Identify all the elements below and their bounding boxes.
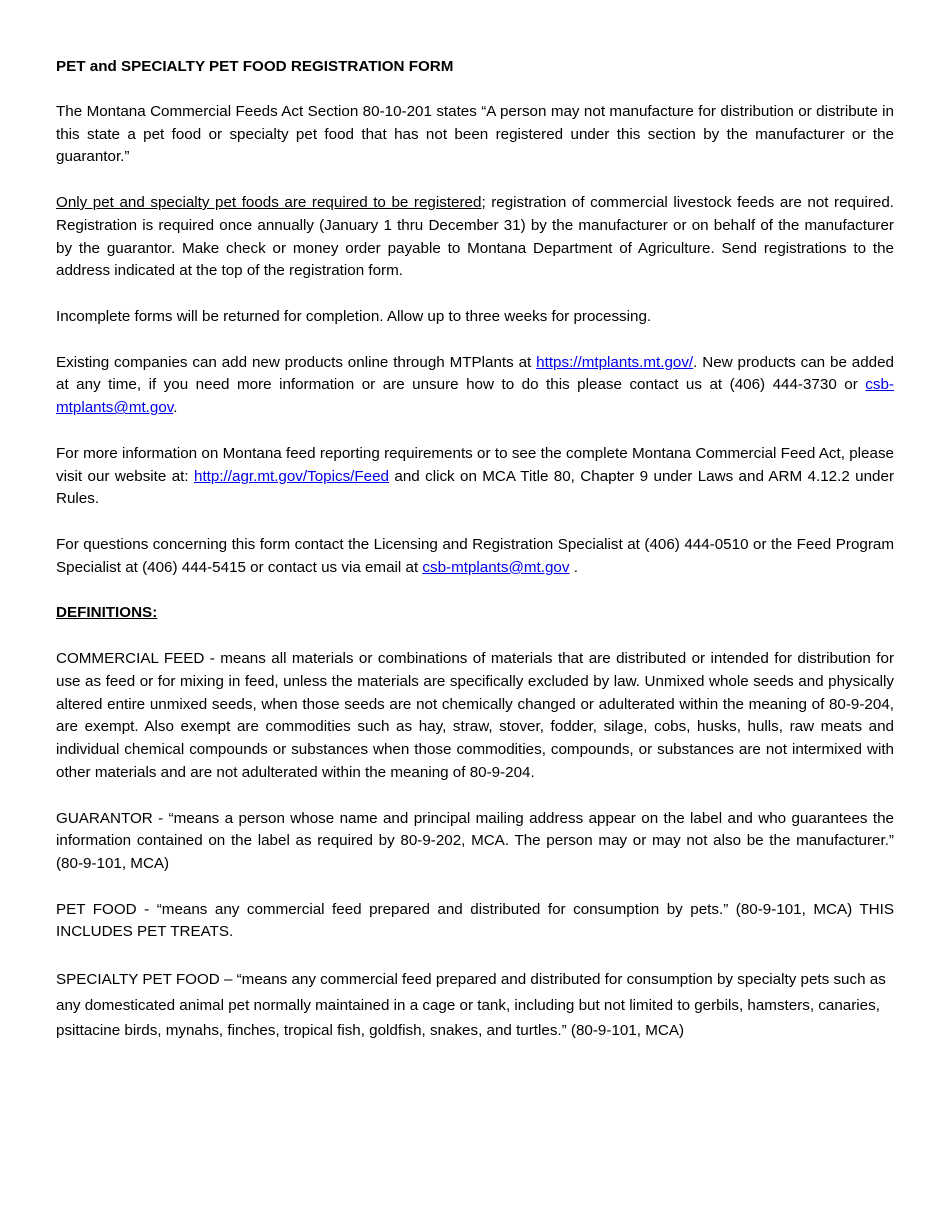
more-info-paragraph (56, 443, 894, 511)
contact-email-link[interactable]: csb-mtplants@mt.gov (56, 376, 894, 417)
mtplants-link[interactable]: https://mtplants.mt.gov/ (536, 353, 694, 371)
incomplete-forms-paragraph: Incomplete forms will be returned for completion. Allow up to three weeks for processing. (56, 307, 652, 325)
questions-text-before: For questions concerning this form contact the Licensing and Registration Specialist at (406) 444-0510 or the Feed Program Specialist at (406) 444-5415 or contact us via email at (56, 535, 894, 576)
existing-text-after: . (173, 399, 178, 417)
definition-specialty-pet-food: SPECIALTY PET FOOD – “means any commercial feed prepared and distributed for consumption by specialty pets such as any domesticated animal pet normally maintained in a cage or tank, including but not limited to gerbils, hamsters, canaries, psittacine birds, mynahs, finches, tropical fish, goldfish, snakes, and turtles.” (80-9-101, MCA) (56, 971, 886, 1040)
registration-details: ; registration of commercial livestock feeds are not required. Registration is required once annually (January 1 thru December 31) by the manufacturer or on behalf of the manufacturer by the guarantor. Make check or money order payable to Montana Department of Agriculture. Send registrations to the address indicated at the top of the registration form. (56, 193, 894, 280)
page-title: PET and SPECIALTY PET FOOD REGISTRATION FORM (56, 58, 454, 75)
definition-pet-food: PET FOOD - “means any commercial feed prepared and distributed for consumption by pets.” (80-9-101, MCA) THIS INCLUDES PET TREATS. (56, 900, 894, 941)
more-info-text-after: and click on MCA Title 80, Chapter 9 under Laws and ARM 4.12.2 under Rules. (56, 467, 894, 508)
existing-companies-paragraph (56, 352, 894, 420)
definition-commercial-feed: COMMERCIAL FEED - means all materials or combinations of materials that are distributed or intended for distribution for use as feed or for mixing in feed, unless the materials are specifically excluded by law. Unmixed whole seeds and physically altered entire unmixed seeds, when those seeds are not chemically changed or adulterated within the meaning of 80-9-204, are exempt. Also exempt are commodities such as hay, straw, stover, fodder, silage, cobs, husks, hulls, raw meats and individual chemical compounds or substances when those commodities, compounds, or substances are not intermixed with other materials and are not adulterated within the meaning of 80-9-204. (56, 649, 894, 781)
registration-paragraph (56, 192, 894, 283)
intro-paragraph: The Montana Commercial Feeds Act Section 80-10-201 states “A person may not manufacture for distribution or distribute in this state a pet food or specialty pet food that has not been registered under this section by the manufacturer or the guarantor.” (56, 102, 894, 166)
registration-requirement-underlined: Only pet and specialty pet foods are required to be registered (56, 193, 482, 211)
feed-topics-link[interactable]: http://agr.mt.gov/Topics/Feed (194, 467, 390, 485)
questions-email-link[interactable]: csb-mtplants@mt.gov (422, 558, 570, 576)
definition-guarantor: GUARANTOR - “means a person whose name and principal mailing address appear on the label and who guarantees the information contained on the label as required by 80-9-202, MCA. The person may or may not also be the manufacturer.” (80-9-101, MCA) (56, 809, 894, 873)
questions-text-after: . (569, 558, 578, 576)
more-info-text-before: For more information on Montana feed reporting requirements or to see the complete Montana Commercial Feed Act, please visit our website at: (56, 444, 894, 485)
existing-text-before: Existing companies can add new products online through MTPlants at (56, 353, 537, 371)
definitions-heading: DEFINITIONS: (56, 604, 158, 622)
questions-paragraph (56, 534, 894, 580)
existing-text-middle: . New products can be added at any time, if you need more information or are unsure how to do this please contact us at (406) 444-3730 or (56, 353, 894, 394)
